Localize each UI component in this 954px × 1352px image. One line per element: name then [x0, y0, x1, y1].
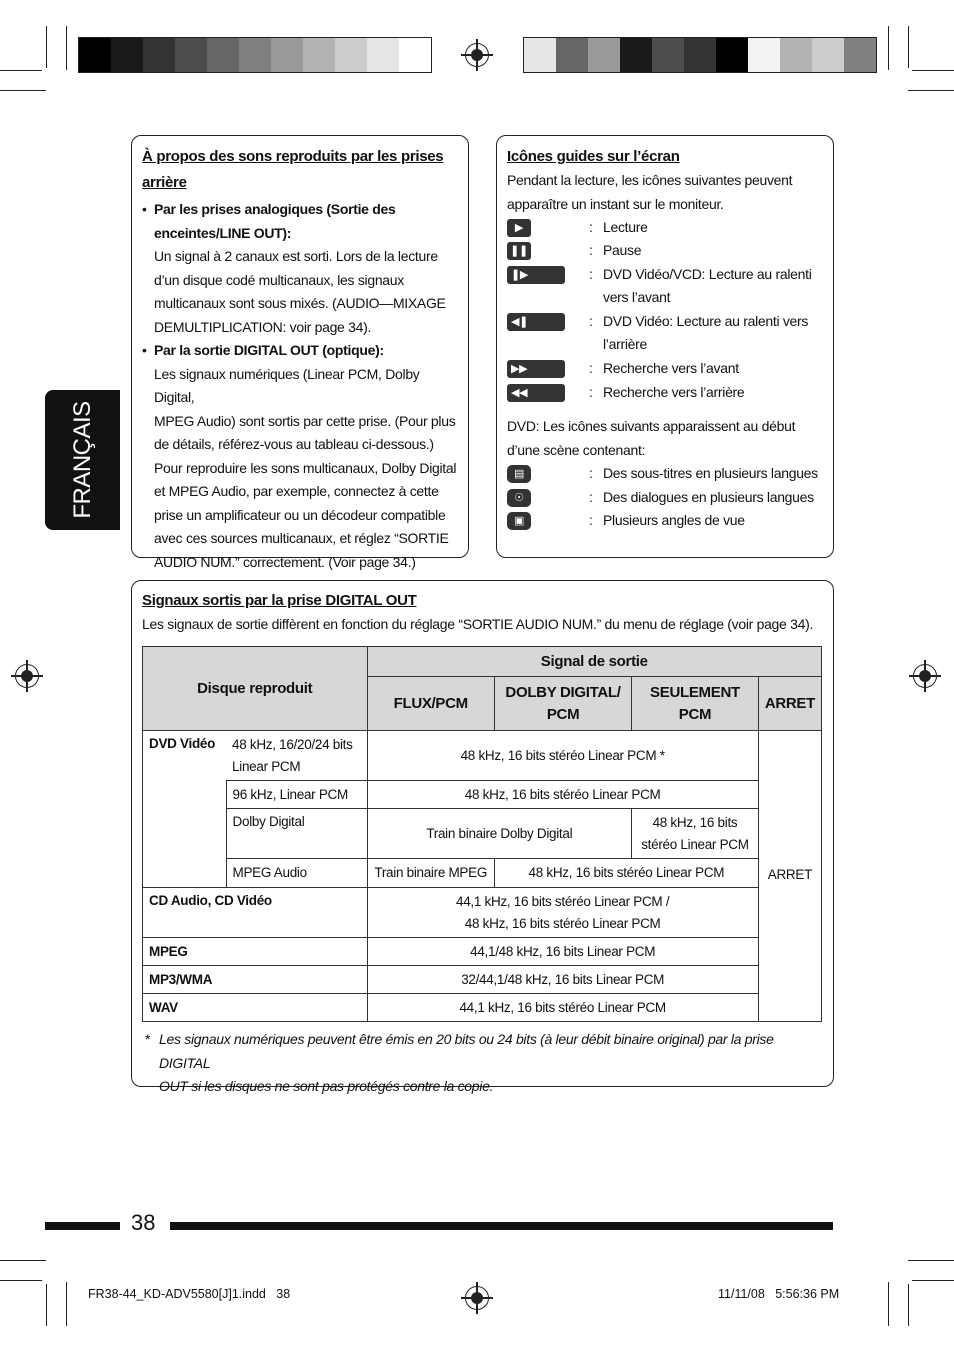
- crop-mark: [0, 1260, 46, 1261]
- cell-r1-sub: 48 kHz, 16/20/24 bits Linear PCM: [226, 731, 367, 781]
- cell-r6-val: 44,1/48 kHz, 16 bits Linear PCM: [367, 938, 758, 966]
- header-seulement-pcm: SEULEMENT PCM: [632, 677, 759, 731]
- color-swatch: [716, 38, 748, 72]
- crop-mark: [908, 26, 909, 68]
- audio-language-icon: ☉: [507, 489, 531, 507]
- page-number: 38: [131, 1210, 156, 1235]
- slug-file: FR38-44_KD-ADV5580[J]1.indd 38: [88, 1287, 291, 1301]
- color-swatch: [111, 38, 143, 72]
- play-icon: ▶: [507, 219, 531, 237]
- icons-intro: Pendant la lecture, les icônes suivantes peuvent apparaître un instant sur le moniteur.: [507, 172, 793, 212]
- digital-box-title: Signaux sortis par la prise DIGITAL OUT: [142, 592, 417, 609]
- cell-r5-val: 44,1 kHz, 16 bits stéréo Linear PCM / 48 kHz, 16 bits stéréo Linear PCM: [367, 888, 758, 938]
- header-flux-pcm: FLUX/PCM: [367, 677, 494, 731]
- crop-mark: [908, 1260, 954, 1261]
- color-swatch: [143, 38, 175, 72]
- color-swatch: [239, 38, 271, 72]
- header-dolby-pcm: DOLBY DIGITAL/ PCM: [494, 677, 631, 731]
- header-arret: ARRET: [758, 677, 821, 731]
- color-swatch: [588, 38, 620, 72]
- rear-outputs-box: [131, 135, 469, 570]
- color-swatch: [79, 38, 111, 72]
- rear-item2-body: Les signaux numériques (Linear PCM, Dolby Digital, MPEG Audio) sont sortis par cette prise. (Pour plus de détails, référez-vous au tableau ci-dessous.) Pour reproduire les sons multicanaux, Dolby Digital et MPEG Audio, par exemple, connectez à cette prise un amplificateur ou un décodeur compatible avec ces sources multicanaux, et réglez “SORTIE AUDIO NUM.” correctement. (Voir page 34.): [154, 365, 457, 570]
- color-swatch: [684, 38, 716, 72]
- fast-forward-icon: ▶▶: [507, 360, 565, 378]
- language-tab: [45, 390, 120, 530]
- crop-mark: [0, 90, 46, 91]
- color-bar-right: [523, 37, 877, 73]
- color-swatch: [620, 38, 652, 72]
- list-item: ▤ : Des sous-titres en plusieurs langues: [507, 462, 827, 485]
- table-row: [143, 938, 822, 966]
- guide-icons-box: [496, 135, 834, 558]
- footnote: * Les signaux numériques peuvent être émis en 20 bits ou 24 bits (à leur débit binaire original) par la prise DIGITAL OUT si les disques ne sont pas protégés contre la copie.: [145, 1031, 774, 1094]
- table-row: [143, 809, 822, 859]
- icons-box-title: Icônes guides sur l’écran: [507, 148, 680, 165]
- dvd-icons-intro: DVD: Les icônes suivants apparaissent au début d’une scène contenant:: [507, 418, 796, 458]
- subtitle-icon: ▤: [507, 465, 531, 483]
- cell-r2-sub: 96 kHz, Linear PCM: [226, 781, 367, 809]
- color-swatch: [367, 38, 399, 72]
- cell-r4-val-b: 48 kHz, 16 bits stéréo Linear PCM: [494, 859, 758, 888]
- crop-mark: [908, 1284, 909, 1326]
- cell-r1-val: 48 kHz, 16 bits stéréo Linear PCM *: [367, 731, 758, 781]
- rear-item2-heading: Par la sortie DIGITAL OUT (optique):: [154, 342, 384, 358]
- rear-box-title: À propos des sons reproduits par les prises arrière: [142, 148, 444, 191]
- color-swatch: [780, 38, 812, 72]
- color-swatch: [207, 38, 239, 72]
- cell-r3-val-b: 48 kHz, 16 bits stéréo Linear PCM: [632, 809, 759, 859]
- color-swatch: [303, 38, 335, 72]
- cell-r3-val-a: Train binaire Dolby Digital: [367, 809, 632, 859]
- slow-forward-icon: ❚▶: [507, 266, 565, 284]
- cell-arret: ARRET: [758, 731, 821, 1022]
- list-item: ◀◀ : Recherche vers l’arrière: [507, 381, 827, 404]
- rear-item1-body: Un signal à 2 canaux est sorti. Lors de la lecture d’un disque codé multicanaux, les signaux multicanaux sont sous mixés. (AUDIO—MIXAGE DEMULTIPLICATION: voir page 34).: [154, 248, 446, 335]
- fast-reverse-icon: ◀◀: [507, 384, 565, 402]
- slow-reverse-icon: ◀❚: [507, 313, 565, 331]
- cell-r7-val: 32/44,1/48 kHz, 16 bits Linear PCM: [367, 966, 758, 994]
- cell-r4-sub: MPEG Audio: [226, 859, 367, 888]
- registration-mark-icon: [15, 664, 39, 688]
- color-swatch: [812, 38, 844, 72]
- table-row: [143, 859, 822, 888]
- table-row: [143, 994, 822, 1022]
- registration-mark-icon: [465, 1286, 489, 1310]
- footer-bar-right: [170, 1222, 833, 1230]
- crop-mark: [888, 1282, 889, 1326]
- footer-bar-left: [45, 1222, 120, 1230]
- header-disc: Disque reproduit: [143, 647, 368, 731]
- list-item: ▶ : Lecture: [507, 216, 827, 239]
- color-swatch: [399, 38, 431, 72]
- table-row: [143, 888, 822, 938]
- cell-r8-val: 44,1 kHz, 16 bits stéréo Linear PCM: [367, 994, 758, 1022]
- registration-mark-icon: [465, 43, 489, 67]
- crop-mark: [66, 26, 67, 70]
- row-label-mpeg: MPEG: [143, 938, 368, 966]
- row-label-cd: CD Audio, CD Vidéo: [143, 888, 368, 938]
- signal-table: [142, 646, 822, 1022]
- cell-r3-sub: Dolby Digital: [226, 809, 367, 859]
- row-label-wav: WAV: [143, 994, 368, 1022]
- color-swatch: [271, 38, 303, 72]
- pause-icon: ❚❚: [507, 242, 531, 260]
- crop-mark: [912, 1280, 954, 1281]
- color-swatch: [844, 38, 876, 72]
- color-swatch: [175, 38, 207, 72]
- color-swatch: [335, 38, 367, 72]
- language-tab-label: FRANÇAIS: [68, 401, 96, 519]
- color-bar-left: [78, 37, 432, 73]
- registration-mark-icon: [913, 664, 937, 688]
- slug-date: 11/11/08 5:56:36 PM: [718, 1287, 840, 1301]
- crop-mark: [46, 26, 47, 68]
- crop-mark: [0, 70, 42, 71]
- crop-mark: [0, 1280, 42, 1281]
- list-item: • Par la sortie DIGITAL OUT (optique): Les signaux numériques (Linear PCM, Dolby Digital, MPEG Audio) sont sortis par cette prise. (Pour plus de détails, référez-vous au tableau ci-dessous.) Pour reproduire les sons multicanaux, Dolby Digital et MPEG Audio, par exemple, connectez à cette prise un amplificateur ou un décodeur compatible avec ces sources multicanaux, et réglez “SORTIE AUDIO NUM.” correctement. (Voir page 34.): [142, 339, 462, 574]
- row-label-dvd: DVD Vidéo: [143, 731, 227, 888]
- color-swatch: [524, 38, 556, 72]
- list-item: ▣ : Plusieurs angles de vue: [507, 509, 827, 532]
- list-item: ☉ : Des dialogues en plusieurs langues: [507, 486, 827, 509]
- list-item: ❚▶ : DVD Vidéo/VCD: Lecture au ralenti vers l’avant: [507, 263, 827, 310]
- color-swatch: [556, 38, 588, 72]
- table-row: [143, 781, 822, 809]
- cell-r4-val-a: Train binaire MPEG: [367, 859, 494, 888]
- list-item: • Par les prises analogiques (Sortie des enceintes/LINE OUT): Un signal à 2 canaux est sorti. Lors de la lecture d’un disque codé multicanaux, les signaux multicanaux sont sous mixés. (AUDIO—MIXAGE DEMULTIPLICATION: voir page 34).: [142, 198, 462, 339]
- crop-mark: [908, 90, 954, 91]
- table-row: [143, 966, 822, 994]
- crop-mark: [46, 1284, 47, 1326]
- header-signal: Signal de sortie: [367, 647, 822, 677]
- row-label-mp3wma: MP3/WMA: [143, 966, 368, 994]
- digital-box-intro: Les signaux de sortie diffèrent en fonction du réglage “SORTIE AUDIO NUM.” du menu de réglage (voir page 34).: [142, 616, 814, 632]
- cell-r2-val: 48 kHz, 16 bits stéréo Linear PCM: [367, 781, 758, 809]
- camera-angle-icon: ▣: [507, 512, 531, 530]
- rear-item1-heading: Par les prises analogiques (Sortie des enceintes/LINE OUT):: [154, 201, 396, 241]
- list-item: ▶▶ : Recherche vers l’avant: [507, 357, 827, 380]
- crop-mark: [888, 26, 889, 70]
- color-swatch: [748, 38, 780, 72]
- crop-mark: [912, 70, 954, 71]
- list-item: ◀❚ : DVD Vidéo: Lecture au ralenti vers l’arrière: [507, 310, 827, 357]
- color-swatch: [652, 38, 684, 72]
- list-item: ❚❚ : Pause: [507, 239, 827, 262]
- table-row: [143, 731, 822, 781]
- crop-mark: [66, 1282, 67, 1326]
